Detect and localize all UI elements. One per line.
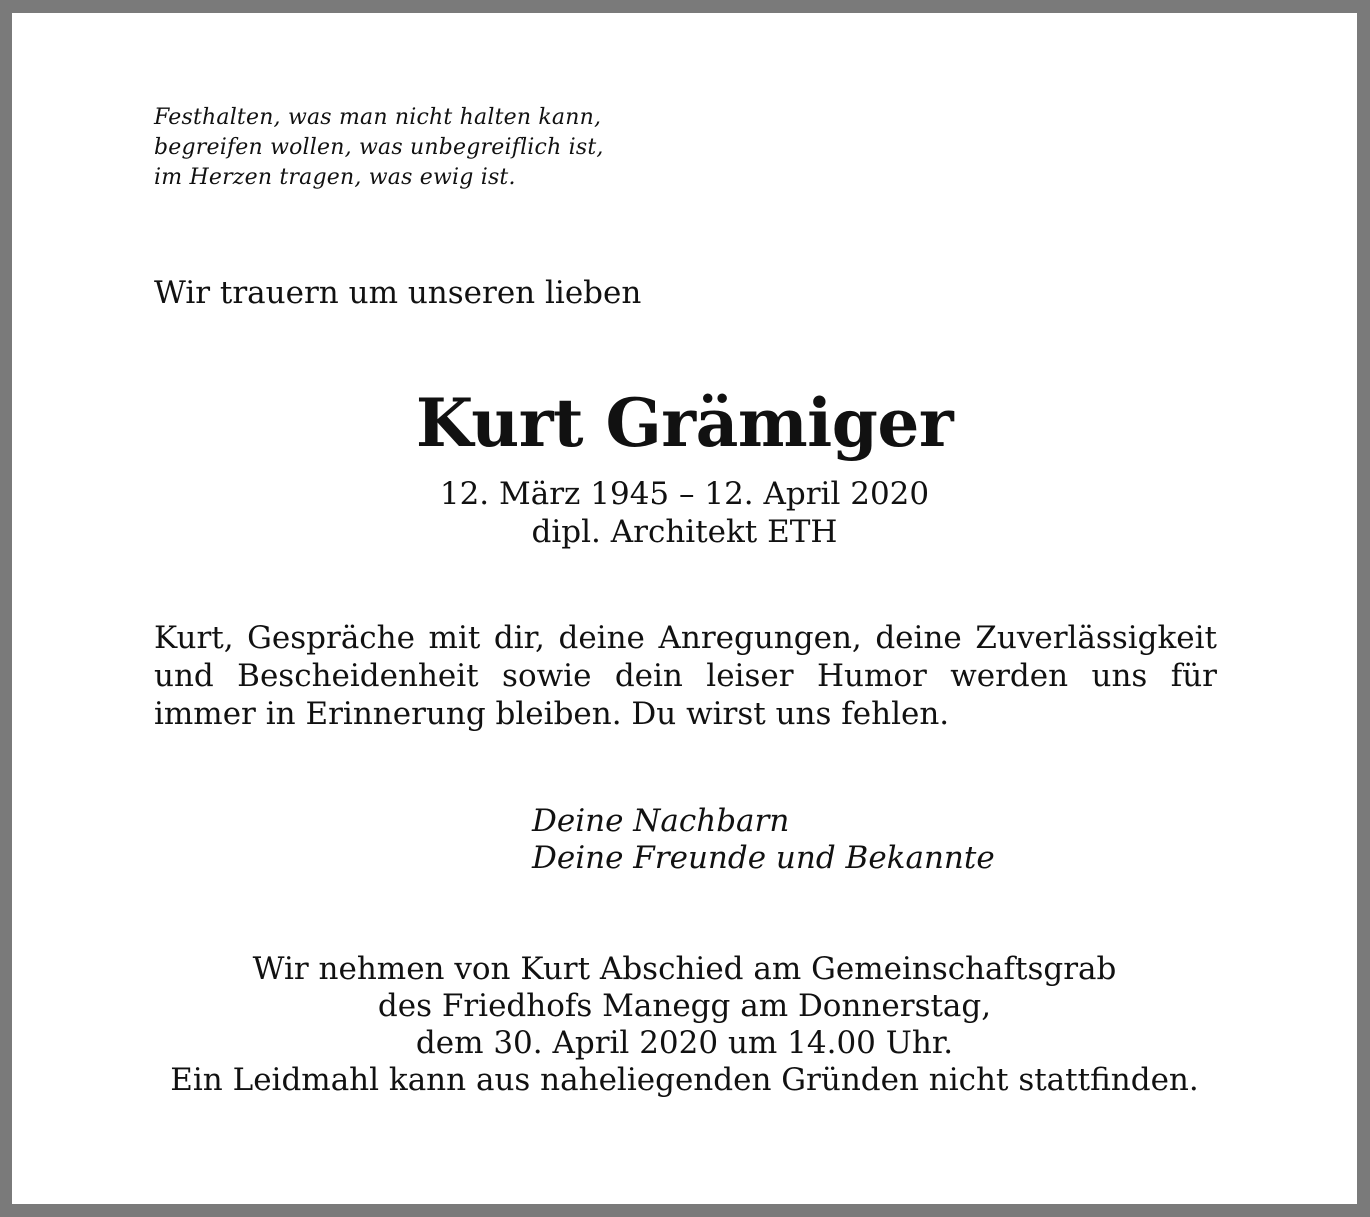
motto-verse: [154, 103, 604, 193]
ceremony-line: Ein Leidmahl kann aus naheliegenden Gründen nicht stattfinden.: [170, 1062, 1199, 1098]
signoff: [532, 803, 995, 877]
signoff-line: Deine Nachbarn: [532, 803, 790, 839]
deceased-name: Kurt Grämiger: [415, 384, 954, 462]
deceased-info: [12, 475, 1357, 551]
motto-line: Festhalten, was man nicht halten kann,: [154, 105, 602, 130]
obituary-page: [12, 13, 1357, 1204]
ceremony-line: des Friedhofs Manegg am Donnerstag,: [377, 988, 992, 1024]
ceremony-line: dem 30. April 2020 um 14.00 Uhr.: [415, 1025, 954, 1061]
intro-text: Wir trauern um unseren lieben: [154, 275, 642, 311]
ceremony-line: Wir nehmen von Kurt Abschied am Gemeinschaftsgrab: [252, 951, 1117, 987]
tribute-text: Kurt, Gespräche mit dir, deine Anregungen, deine Zuverlässigkeit und Bescheidenheit sowie dein leiser Humor werden uns für immer in Erinnerung bleiben. Du wirst uns fehlen.: [154, 620, 1217, 732]
motto-line: im Herzen tragen, was ewig ist.: [154, 165, 516, 190]
motto-line: begreifen wollen, was unbegreiflich ist,: [154, 135, 604, 160]
profession-title: dipl. Architekt ETH: [531, 514, 838, 550]
signoff-line: Deine Freunde und Bekannte: [532, 840, 995, 876]
ceremony-notice: [12, 951, 1357, 1099]
life-dates: 12. März 1945 – 12. April 2020: [439, 476, 930, 512]
